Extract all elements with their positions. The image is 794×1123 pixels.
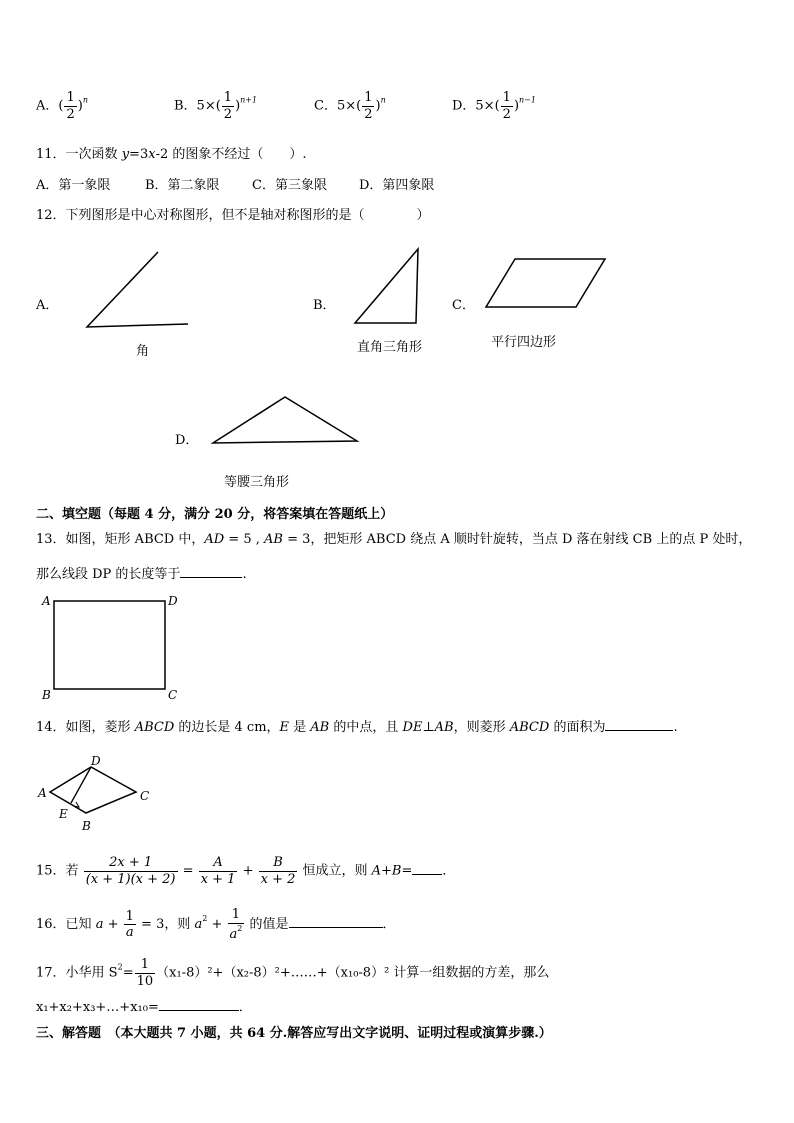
label-c: C	[140, 789, 150, 803]
fraction-a: $\frac{A}{x + 1}$	[200, 855, 236, 887]
q11-option-c: C．第三象限	[252, 178, 327, 193]
q14-stem: 14．如图，菱形 ABCD 的边长是 4 cm，E 是 AB 的中点，且 DE⊥AB，则菱形 ABCD 的面积为 .	[36, 720, 678, 735]
isosceles-triangle-shape	[213, 397, 357, 443]
section3-title: 三、解答题 （本大题共 7 小题，共 64 分.解答应写出文字说明、证明过程或演算步骤.）	[36, 1026, 552, 1041]
q12-option-c-label: C．	[452, 298, 475, 313]
isosceles-triangle-figure	[208, 392, 362, 448]
label-e: E	[59, 807, 68, 821]
label-b: B	[42, 688, 51, 702]
parallelogram-shape	[486, 259, 605, 307]
answer-blank	[412, 864, 442, 875]
fraction-b: $\frac{B}{x + 2}$	[260, 855, 296, 887]
rhombus-abcd-figure	[34, 752, 164, 836]
label-a: A	[38, 786, 47, 800]
q11-option-a: A．第一象限	[36, 178, 111, 193]
answer-blank	[180, 567, 242, 578]
q13-line2: 那么线段 DP 的长度等于 .	[36, 567, 247, 582]
label-b: B	[82, 819, 91, 833]
fraction: $\frac{1}{a^2}$	[229, 907, 243, 942]
fraction: $\frac{1}{2}$	[364, 90, 373, 122]
angle-lines	[87, 252, 188, 327]
q10-option-a: A．( $\frac{1}{2}$ )$^n$	[36, 90, 88, 122]
right-triangle-figure	[350, 245, 430, 327]
q12-option-d-label: D．	[175, 433, 199, 448]
q17-line2: x₁+x₂+x₃+…+x₁₀= ．	[36, 1000, 252, 1015]
answer-blank	[289, 917, 383, 928]
fraction: $\frac{1}{a}$	[125, 908, 134, 941]
q12-caption-d: 等腰三角形	[224, 475, 290, 490]
q12-stem: 12．下列图形是中心对称图形，但不是轴对称图形的是（ ）	[36, 208, 430, 223]
label-d: D	[168, 594, 178, 608]
q16-stem: 16．已知 a + $\frac{1}{a}$ = 3，则 $a^2$ + $\frac{1}{a^2}$ 的值是 ．	[36, 907, 396, 942]
q10-option-b: B．5×( $\frac{1}{2}$ )$^{n+1}$	[174, 90, 258, 122]
q10-option-c: C．5×( $\frac{1}{2}$ )$^n$	[314, 90, 386, 122]
right-angle-mark	[74, 802, 79, 807]
q11-option-b: B．第二象限	[145, 178, 220, 193]
q17-stem: 17．小华用 $S^2=$ $\frac{1}{10}$ （x₁-8）²+（x₂-8）²+……+（x₁₀-8）² 计算一组数据的方差，那么	[36, 957, 550, 989]
fraction: $\frac{1}{2}$	[223, 90, 233, 122]
label-a: A	[42, 594, 51, 608]
q12-option-a-label: A．	[36, 298, 59, 313]
right-triangle-shape	[355, 249, 418, 323]
answer-blank	[159, 1000, 239, 1011]
q11-stem: 11．一次函数 y=3x-2 的图象不经过（ ）.	[36, 147, 307, 162]
fraction: $\frac{1}{10}$	[136, 957, 154, 989]
q11-option-d: D．第四象限	[359, 178, 435, 193]
q10-option-d: D．5×( $\frac{1}{2}$ )$^{n-1}$	[452, 90, 536, 122]
label-d: D	[91, 754, 101, 768]
fraction: $\frac{1}{2}$	[66, 90, 75, 122]
q13-stem: 13．如图，矩形 ABCD 中，AD = 5 , AB = 3，把矩形 ABCD 绕点 A 顺时针旋转，当点 D 落在射线 CB 上的点 P 处时，	[36, 532, 752, 547]
q12-caption-c: 平行四边形	[491, 335, 557, 350]
lhs-fraction: $\frac{2x + 1}{(x + 1)(x + 2)}$	[85, 855, 176, 887]
q12-option-b-label: B．	[313, 298, 336, 313]
label-c: C	[168, 688, 178, 702]
q15-stem: 15．若 $\frac{2x + 1}{(x + 1)(x + 2)}$ = $\frac{A}{x + 1}$ + $\frac{B}{x + 2}$ 恒成立，则 A+B= ．	[36, 855, 456, 887]
fraction: $\frac{1}{2}$	[502, 90, 511, 122]
parallelogram-figure	[482, 254, 610, 311]
q12-caption-a: 角	[136, 344, 150, 359]
rectangle-shape	[54, 601, 165, 689]
angle-figure	[80, 248, 195, 333]
answer-blank	[605, 720, 673, 731]
rectangle-abcd-figure	[38, 590, 188, 702]
section2-title: 二、填空题（每题 4 分，满分 20 分，将答案填在答题纸上）	[36, 507, 394, 522]
q12-caption-b: 直角三角形	[357, 340, 423, 355]
